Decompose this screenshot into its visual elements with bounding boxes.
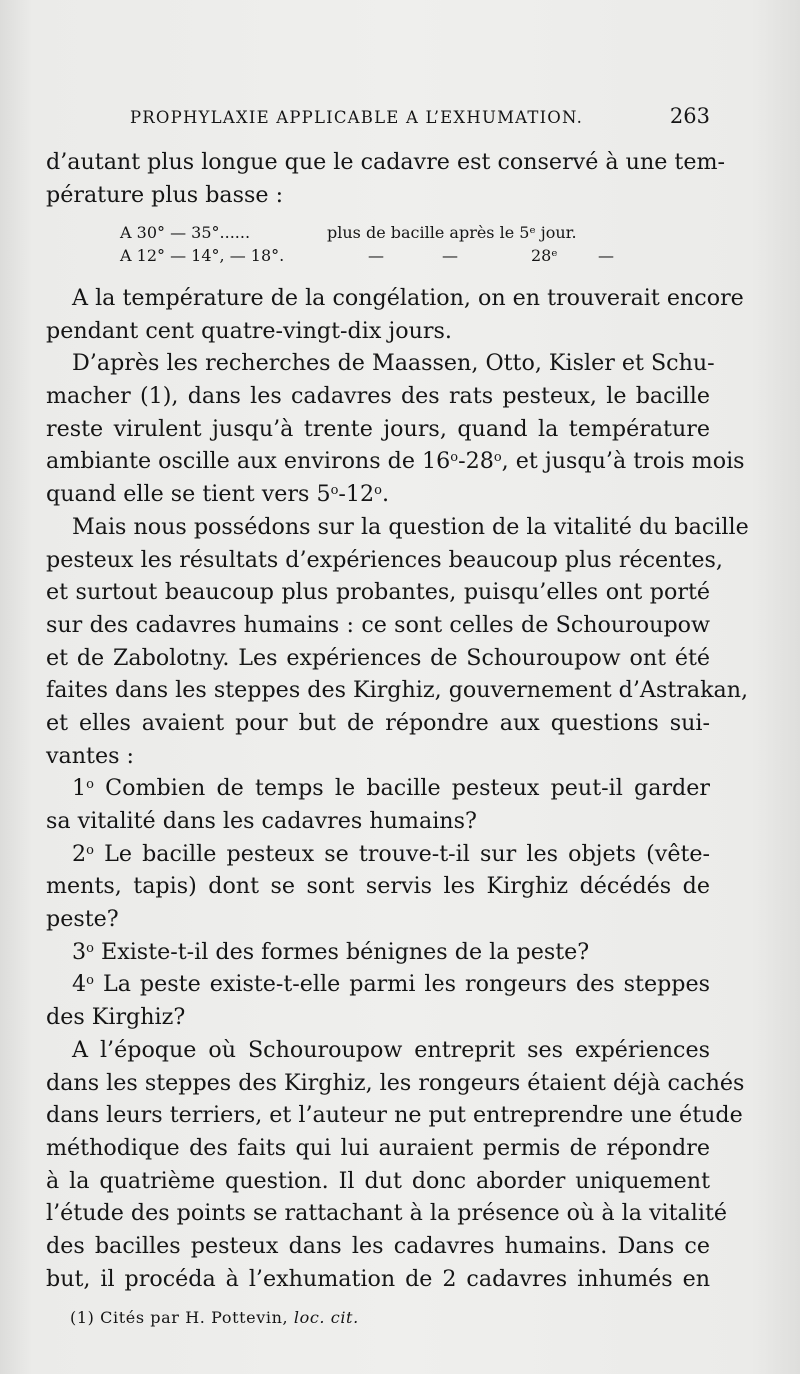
text-line: et surtout beaucoup plus probantes, puisqu’elles ont porté [46, 579, 710, 606]
table-cell-temp: A 30° — 35°...... [120, 223, 251, 242]
table-cell-day: 28ᵉ [531, 246, 558, 265]
page-number: 263 [669, 104, 710, 128]
table-row [120, 245, 640, 268]
footnote-mark: (1) [70, 1308, 95, 1327]
text-line: des bacilles pesteux dans les cadavres humains. Dans ce [46, 1232, 710, 1259]
ditto-mark: — [368, 246, 384, 265]
text-line: dans leurs terriers, et l’auteur ne put entreprendre une étude [46, 1102, 743, 1129]
text-line: ments, tapis) dont se sont servis les Kirghiz décédés de [46, 873, 710, 900]
text-line: à la quatrième question. Il dut donc aborder uniquement [46, 1167, 710, 1194]
footnote-reference: loc. cit. [293, 1308, 359, 1327]
text-line: pesteux les résultats d’expériences beaucoup plus récentes, [46, 546, 723, 573]
footnote-text: Cités par H. Pottevin, [100, 1308, 289, 1327]
text-line: D’après les recherches de Maassen, Otto, Kisler et Schu- [72, 350, 715, 377]
table-cell-temp: A 12° — 14°, — 18°. [120, 246, 285, 265]
ditto-mark: — [598, 246, 614, 265]
text-line: et elles avaient pour but de répondre aux questions sui- [46, 709, 710, 736]
text-line: faites dans les steppes des Kirghiz, gouvernement d’Astrakan, [46, 677, 749, 704]
text-line: A la température de la congélation, on en trouverait encore [72, 285, 744, 311]
text-line: sur des cadavres humains : ce sont celles de Schouroupow [46, 611, 710, 638]
table-row [120, 222, 640, 245]
text-line: ambiante oscille aux environs de 16$^o$-28$^o$, et jusqu’à trois mois [46, 448, 745, 475]
body-text [46, 282, 749, 1295]
text-line: vantes : [46, 742, 135, 769]
text-line: l’étude des points se rattachant à la présence où à la vitalité [46, 1200, 727, 1227]
text-line: pendant cent quatre-vingt-dix jours. [46, 317, 452, 344]
text-line: pérature plus basse : [46, 181, 284, 208]
text-line: reste virulent jusqu’à trente jours, quand la température [46, 415, 710, 442]
text-line: macher (1), dans les cadavres des rats pesteux, le bacille [46, 383, 710, 410]
footnote [70, 1308, 359, 1327]
text-line: A l’époque où Schouroupow entreprit ses expériences [72, 1036, 710, 1063]
text-line: but, il procéda à l’exhumation de 2 cadavres inhumés en [46, 1265, 710, 1292]
text-line: 1$^o$ Combien de temps le bacille pesteux peut-il garder [72, 775, 710, 802]
text-line: Mais nous possédons sur la question de la vitalité du bacille [72, 513, 749, 540]
text-line: méthodique des faits qui lui auraient permis de répondre [46, 1134, 710, 1161]
text-line: et de Zabolotny. Les expériences de Schouroupow ont été [46, 644, 710, 671]
text-line: 3$^o$ Existe-t-il des formes bénignes de la peste? [72, 938, 590, 965]
table-cell-desc: plus de bacille après le 5ᵉ jour. [327, 223, 577, 242]
running-title: PROPHYLAXIE APPLICABLE A L’EXHUMATION. [130, 108, 584, 127]
text-line: dans les steppes des Kirghiz, les rongeurs étaient déjà cachés [46, 1069, 745, 1096]
text-line: d’autant plus longue que le cadavre est conservé à une tem- [46, 149, 726, 175]
ditto-mark: — [442, 246, 458, 265]
text-line: 2$^o$ Le bacille pesteux se trouve-t-il sur les objets (vête- [72, 840, 710, 867]
text-line: 4$^o$ La peste existe-t-elle parmi les rongeurs des steppes [72, 971, 710, 998]
text-line: sa vitalité dans les cadavres humains? [46, 808, 477, 834]
text-line: des Kirghiz? [46, 1004, 186, 1031]
text-line: peste? [46, 906, 119, 933]
intro-text [46, 146, 726, 211]
temperature-table [120, 222, 640, 268]
text-line: quand elle se tient vers 5$^o$-12$^o$. [46, 481, 390, 508]
